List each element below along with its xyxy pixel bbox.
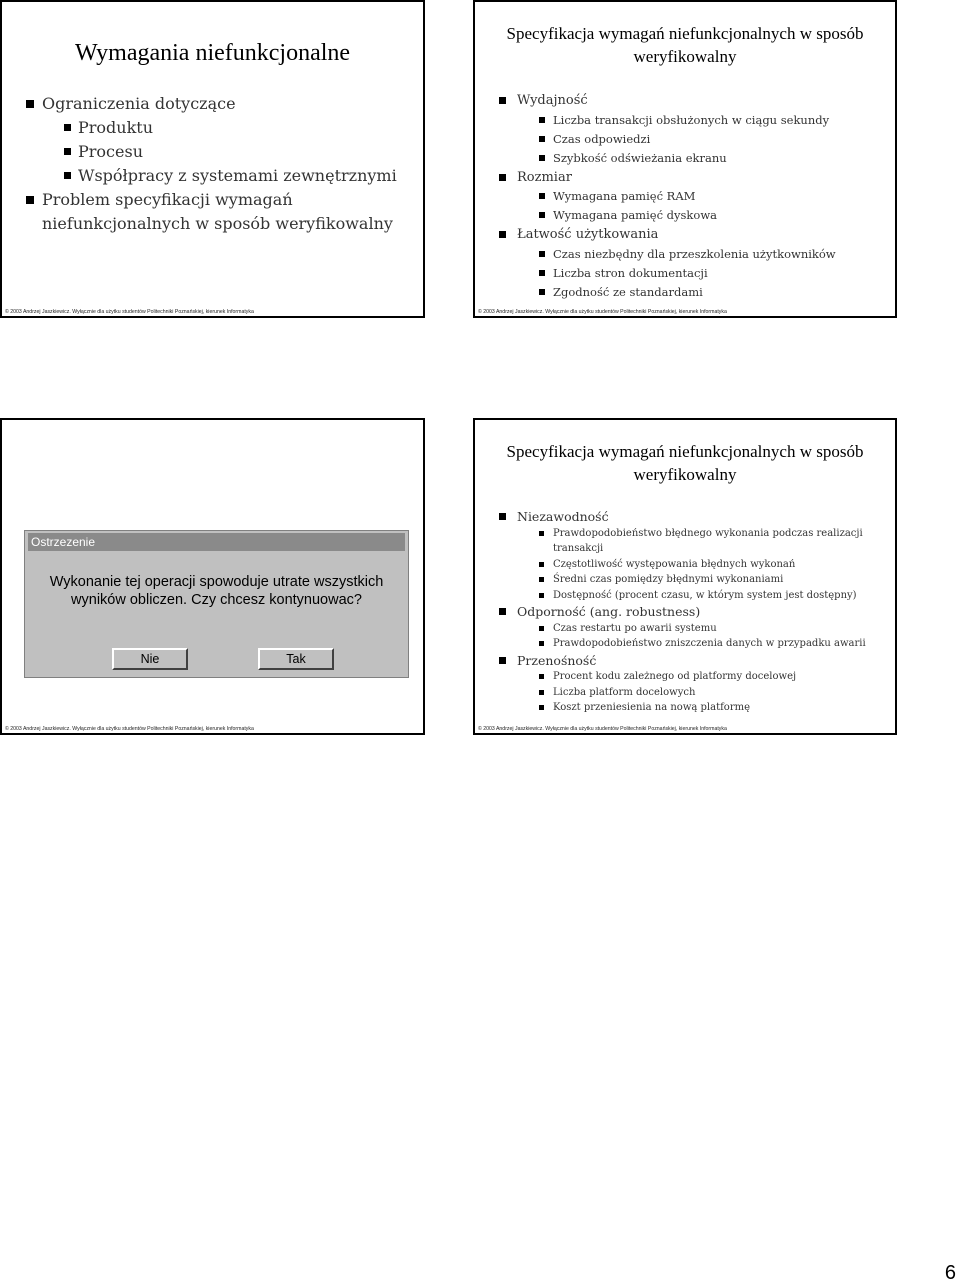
bullet-text: Łatwość użytkowania [517, 227, 659, 242]
list-item [517, 283, 889, 302]
list-item [42, 116, 416, 140]
bullet-text: Koszt przeniesienia na nową platformę [553, 702, 750, 713]
list-item [499, 168, 889, 226]
list-item [499, 508, 891, 603]
slide-title: Specyfikacja wymagań niefunkcjonalnych w sposób weryfikowalny [506, 24, 864, 66]
list-item [517, 588, 891, 604]
slide-2 [473, 0, 897, 318]
square-bullet-icon [539, 626, 544, 631]
sub-bullet-list [517, 526, 891, 604]
bullet-text: Odporność (ang. robustness) [517, 604, 701, 619]
bullet-text: Częstotliwość występowania błędnych wykonań [553, 558, 796, 570]
square-bullet-icon [64, 148, 71, 155]
square-bullet-icon [499, 231, 506, 238]
bullet-text: Współpracy z systemami zewnętrznymi [78, 166, 397, 185]
list-item [26, 92, 416, 188]
square-bullet-icon [539, 562, 544, 567]
list-item [517, 130, 889, 149]
bullet-text: Niezawodność [517, 509, 609, 524]
bullet-text: Przenośność [517, 652, 597, 668]
bullet-text: Procent kodu zależnego od platformy docelowej [553, 671, 797, 682]
square-bullet-icon [499, 608, 506, 615]
square-bullet-icon [539, 641, 544, 646]
bullet-text: Liczba transakcji obsłużonych w ciągu sekundy [553, 112, 830, 127]
bullet-text: Wydajność [517, 93, 588, 108]
bullet-text: Liczba platform docelowych [553, 686, 696, 698]
list-item [517, 526, 891, 557]
slide-3 [0, 418, 425, 735]
bullet-text: Szybkość odświeżania ekranu [553, 150, 727, 165]
sub-bullet-list [517, 621, 891, 652]
list-item [26, 188, 416, 236]
bullet-text: Problem specyfikacji wymagań niefunkcjonalnych w sposób weryfikowalny [42, 190, 393, 233]
square-bullet-icon [539, 155, 545, 161]
bullet-text: Zgodność ze standardami [553, 284, 703, 299]
sub-bullet-list [517, 245, 889, 302]
bullet-text: Wymagana pamięć dyskowa [553, 208, 718, 222]
sub-bullet-list [42, 116, 416, 188]
sub-bullet-list [517, 669, 891, 716]
square-bullet-icon [499, 174, 506, 181]
list-item [499, 652, 891, 716]
square-bullet-icon [539, 674, 544, 679]
list-item [517, 669, 891, 685]
list-item [517, 572, 891, 588]
bullet-text: Średni czas pomiędzy błędnymi wykonaniami [553, 574, 784, 585]
bullet-list [499, 91, 889, 302]
square-bullet-icon [499, 513, 506, 520]
sub-bullet-list [517, 111, 889, 168]
bullet-text: Czas odpowiedzi [553, 131, 651, 146]
bullet-text: Produktu [78, 118, 154, 137]
list-item [517, 557, 891, 573]
slide-1 [0, 0, 425, 318]
list-item [517, 700, 891, 716]
bullet-text: Wymagana pamięć RAM [553, 189, 696, 203]
list-item [42, 140, 416, 164]
square-bullet-icon [26, 196, 34, 204]
slide-footer: © 2003 Andrzej Jaszkiewicz. Wyłącznie dla użytku studentów Politechniki Poznańskiej, kierunek Informatyka [5, 309, 254, 315]
no-button[interactable]: Nie [112, 648, 188, 670]
list-item [517, 206, 889, 225]
list-item [499, 603, 891, 652]
square-bullet-icon [539, 531, 544, 536]
bullet-list [26, 92, 416, 236]
square-bullet-icon [26, 100, 34, 108]
square-bullet-icon [539, 136, 545, 142]
slide-4 [473, 418, 897, 735]
bullet-text: Liczba stron dokumentacji [553, 265, 708, 280]
slide-title: Wymagania niefunkcjonalne [74, 40, 351, 66]
square-bullet-icon [499, 97, 506, 104]
list-item [517, 245, 889, 264]
yes-button[interactable]: Tak [258, 648, 334, 670]
bullet-text: Rozmiar [517, 169, 572, 185]
dialog-title: Ostrzezenie [28, 533, 405, 551]
page-number: 6 [944, 1262, 956, 1284]
square-bullet-icon [539, 705, 544, 710]
square-bullet-icon [539, 289, 545, 295]
list-item [517, 264, 889, 283]
square-bullet-icon [64, 172, 71, 179]
list-item [42, 164, 416, 188]
list-item [517, 187, 889, 206]
square-bullet-icon [539, 212, 545, 218]
list-item [517, 111, 889, 130]
bullet-text: Czas niezbędny dla przeszkolenia użytkowników [553, 246, 836, 261]
bullet-text: Prawdopodobieństwo zniszczenia danych w przypadku awarii [553, 638, 866, 649]
square-bullet-icon [64, 124, 71, 131]
bullet-text: Dostępność (procent czasu, w którym system jest dostępny) [553, 589, 857, 601]
slide-footer: © 2003 Andrzej Jaszkiewicz. Wyłącznie dla użytku studentów Politechniki Poznańskiej, kierunek Informatyka [478, 309, 727, 315]
square-bullet-icon [499, 657, 506, 664]
list-item [499, 91, 889, 168]
sub-bullet-list [517, 187, 889, 225]
square-bullet-icon [539, 251, 545, 257]
slide-footer: © 2003 Andrzej Jaszkiewicz. Wyłącznie dla użytku studentów Politechniki Poznańskiej, kierunek Informatyka [478, 726, 727, 732]
list-item [517, 621, 891, 637]
bullet-text: Czas restartu po awarii systemu [553, 622, 717, 634]
square-bullet-icon [539, 270, 545, 276]
list-item [499, 225, 889, 302]
square-bullet-icon [539, 690, 544, 695]
square-bullet-icon [539, 577, 544, 582]
square-bullet-icon [539, 117, 545, 123]
bullet-text: Prawdopodobieństwo błędnego wykonania podczas realizacji transakcji [553, 527, 863, 554]
bullet-text: Ograniczenia dotyczące [42, 94, 236, 113]
list-item [517, 685, 891, 701]
warning-dialog [24, 530, 409, 678]
list-item [517, 636, 891, 652]
list-item [517, 149, 889, 168]
slide-footer: © 2003 Andrzej Jaszkiewicz. Wyłącznie dla użytku studentów Politechniki Poznańskiej, kierunek Informatyka [5, 726, 254, 732]
square-bullet-icon [539, 193, 545, 199]
square-bullet-icon [539, 593, 544, 598]
slide-title: Specyfikacja wymagań niefunkcjonalnych w sposób weryfikowalny [506, 442, 864, 484]
bullet-list [499, 508, 891, 716]
dialog-message: Wykonanie tej operacji spowoduje utrate wszystkich wyników obliczen. Czy chcesz kontynuowac? [49, 574, 384, 608]
bullet-text: Procesu [78, 142, 143, 161]
